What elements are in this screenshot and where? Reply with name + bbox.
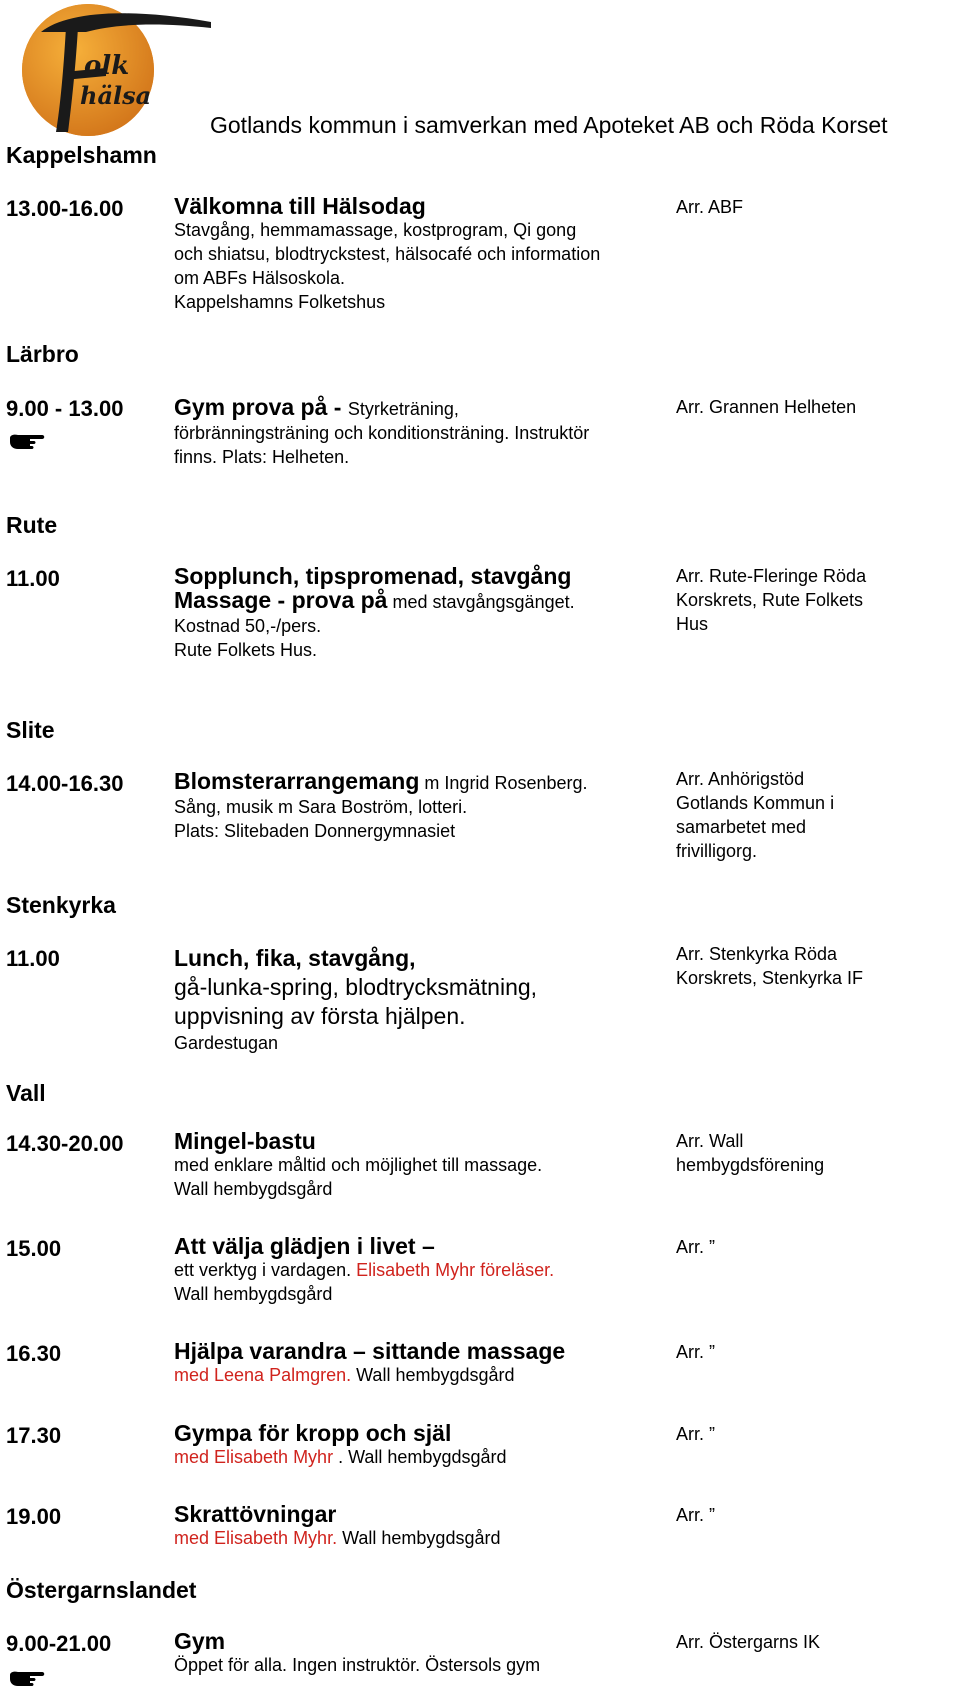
event-organizer: Arr. ” [676, 1237, 715, 1257]
event-time: 9.00 - 13.00 [6, 396, 124, 421]
event-organizer [676, 1129, 911, 1177]
organizer-line: Hus [676, 614, 709, 634]
event-organizer [676, 942, 911, 990]
event-body [174, 1234, 664, 1306]
organizer-line: Arr. Stenkyrka Röda [676, 944, 838, 964]
event-speaker: med Elisabeth Myhr [174, 1447, 334, 1467]
event-desc-line: finns. Plats: Helheten. [174, 447, 350, 467]
event-body [174, 1339, 664, 1387]
event-desc-line: Kostnad 50,-/pers. [174, 616, 322, 636]
event-title-line: uppvisning av första hjälpen. [174, 1003, 466, 1029]
event-desc-line: Kappelshamns Folketshus [174, 292, 386, 312]
folkhalsa-logo [6, 2, 212, 142]
event-desc-line: Wall hembygdsgård [174, 1179, 333, 1199]
organizer-line: Gotlands Kommun i [676, 793, 835, 813]
organizer-line: frivilligorg. [676, 841, 758, 861]
event-desc-line: Sång, musik m Sara Boström, lotteri. [174, 797, 468, 817]
event-title: Blomsterarrangemang [174, 768, 420, 794]
event-time: 11.00 [6, 946, 60, 971]
header-subtitle: Gotlands kommun i samverkan med Apoteket AB och Röda Korset [210, 112, 888, 138]
event-organizer: Arr. ” [676, 1424, 715, 1444]
event-speaker: med Elisabeth Myhr. [174, 1528, 338, 1548]
event-speaker: med Leena Palmgren. [174, 1365, 352, 1385]
event-body [174, 1421, 664, 1469]
event-time: 14.30-20.00 [6, 1131, 124, 1156]
pointing-hand-icon [8, 1667, 46, 1689]
event-desc-line: Gardestugan [174, 1033, 279, 1053]
organizer-line: Arr. Rute-Fleringe Röda [676, 566, 867, 586]
event-desc-line: och shiatsu, blodtryckstest, hälsocafé och information [174, 244, 601, 264]
event-desc-line: Öppet för alla. Ingen instruktör. Östersols gym [174, 1655, 541, 1675]
event-venue: Wall hembygdsgård [174, 1284, 333, 1304]
event-venue: Wall hembygdsgård [337, 1528, 501, 1548]
event-time: 16.30 [6, 1341, 62, 1366]
event-time: 14.00-16.30 [6, 771, 124, 796]
event-body [174, 395, 664, 469]
event-title: Att välja glädjen i livet – [174, 1233, 435, 1259]
event-desc-line: Stavgång, hemmamassage, kostprogram, Qi gong [174, 220, 577, 240]
event-title: Sopplunch, tipspromenad, stavgång [174, 563, 572, 589]
event-venue: . Wall hembygdsgård [333, 1447, 507, 1467]
event-organizer [676, 767, 911, 863]
event-desc-line: Rute Folkets Hus. [174, 640, 318, 660]
event-time: 13.00-16.00 [6, 196, 124, 221]
event-time: 17.30 [6, 1423, 62, 1448]
place-heading: Kappelshamn [6, 142, 157, 168]
event-desc-line: med enklare måltid och möjlighet till massage. [174, 1155, 543, 1175]
organizer-line: Korskrets, Rute Folkets [676, 590, 864, 610]
event-organizer: Arr. ” [676, 1505, 715, 1525]
event-body [174, 1129, 664, 1201]
event-desc-line: om ABFs Hälsoskola. [174, 268, 346, 288]
place-heading: Stenkyrka [6, 892, 116, 918]
event-title: Lunch, fika, stavgång, [174, 945, 416, 971]
event-time: 9.00-21.00 [6, 1631, 112, 1656]
event-body [174, 1502, 664, 1550]
organizer-line: hembygdsförening [676, 1155, 825, 1175]
event-body [174, 944, 664, 1055]
event-organizer: Arr. ” [676, 1342, 715, 1362]
event-time: 19.00 [6, 1504, 62, 1529]
event-title: Skrattövningar [174, 1501, 337, 1527]
event-title-line: gå-lunka-spring, blodtrycksmätning, [174, 974, 538, 1000]
event-title-suffix: Styrketräning, [347, 399, 459, 419]
event-organizer [676, 564, 911, 636]
event-body [174, 564, 664, 662]
event-title: Välkomna till Hälsodag [174, 193, 426, 219]
organizer-line: Arr. Wall [676, 1131, 744, 1151]
place-heading: Rute [6, 512, 58, 538]
organizer-line: Korskrets, Stenkyrka IF [676, 968, 864, 988]
event-title: Gympa för kropp och själ [174, 1420, 452, 1446]
event-body [174, 194, 664, 314]
event-title: Hjälpa varandra – sittande massage [174, 1338, 566, 1364]
event-organizer: Arr. ABF [676, 197, 744, 217]
event-venue: Wall hembygdsgård [351, 1365, 515, 1385]
event-organizer: Arr. Grannen Helheten [676, 397, 857, 417]
place-heading: Vall [6, 1080, 46, 1106]
event-time: 15.00 [6, 1236, 62, 1261]
svg-text:hälsa: hälsa [80, 81, 152, 110]
organizer-line: samarbetet med [676, 817, 807, 837]
event-title-suffix: m Ingrid Rosenberg. [419, 773, 588, 793]
svg-text:olk: olk [84, 51, 130, 81]
event-title: Gym [174, 1628, 226, 1654]
organizer-line: Arr. Anhörigstöd [676, 769, 805, 789]
event-desc: ett verktyg i vardagen. [174, 1260, 357, 1280]
event-organizer: Arr. Östergarns IK [676, 1632, 821, 1652]
event-title-line2: Massage - prova på [174, 587, 388, 613]
pointing-hand-icon [8, 430, 46, 452]
event-speaker: Elisabeth Myhr föreläser. [356, 1260, 555, 1280]
event-title: Gym prova på - [174, 394, 348, 420]
event-title-suffix: med stavgångsgänget. [387, 592, 575, 612]
place-heading: Slite [6, 717, 55, 743]
event-title: Mingel-bastu [174, 1128, 316, 1154]
event-body [174, 1629, 664, 1677]
event-body [174, 769, 664, 843]
place-heading: Östergarnslandet [6, 1577, 197, 1603]
event-desc-line: förbränningsträning och konditionsträning. Instruktör [174, 423, 590, 443]
event-time: 11.00 [6, 566, 60, 591]
event-desc-line: Plats: Slitebaden Donnergymnasiet [174, 821, 456, 841]
place-heading: Lärbro [6, 341, 79, 367]
